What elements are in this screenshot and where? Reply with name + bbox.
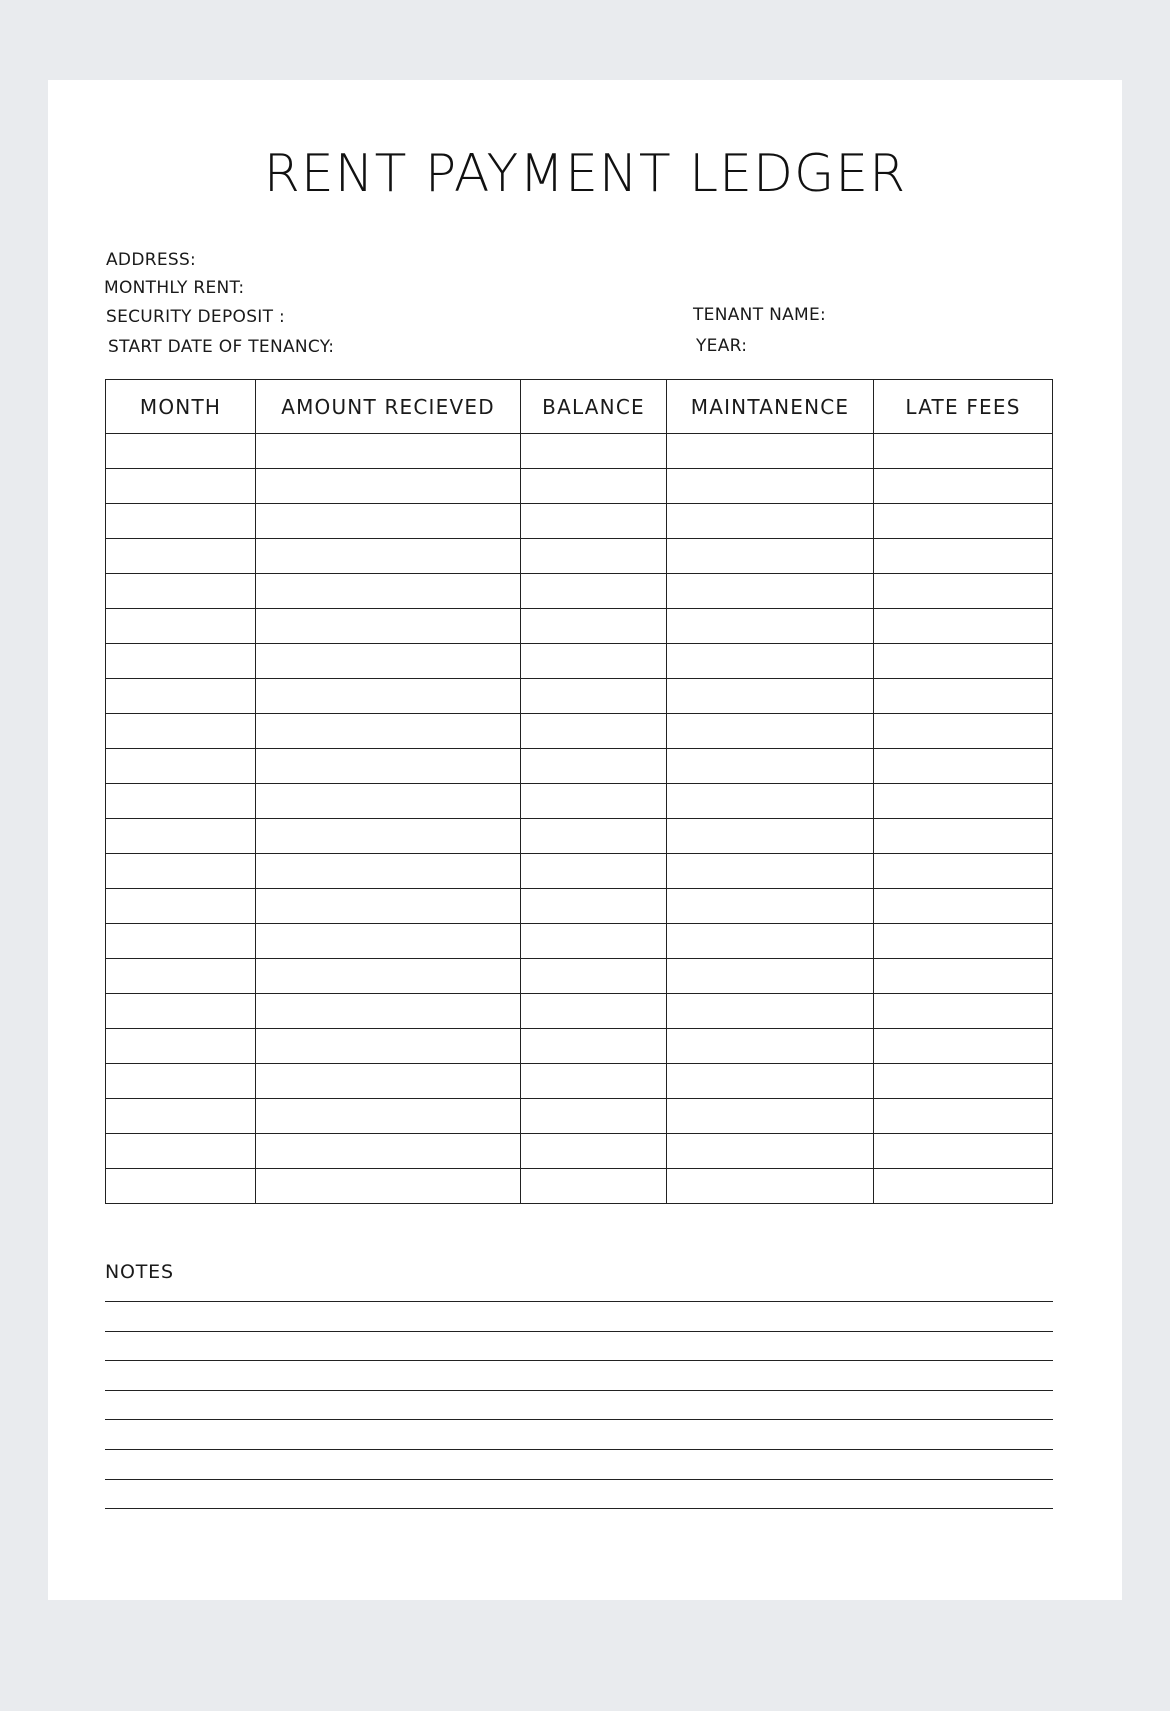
ledger-cell-amount-received[interactable] [256, 714, 521, 749]
ledger-sheet [48, 80, 1122, 1600]
ledger-cell-month[interactable] [106, 959, 256, 994]
notes-line[interactable] [105, 1419, 1053, 1420]
ledger-row [106, 714, 1053, 749]
ledger-row [106, 994, 1053, 1029]
ledger-cell-balance[interactable] [521, 1099, 667, 1134]
ledger-cell-month[interactable] [106, 924, 256, 959]
ledger-cell-month[interactable] [106, 469, 256, 504]
ledger-cell-late-fees[interactable] [874, 644, 1053, 679]
ledger-cell-balance[interactable] [521, 959, 667, 994]
column-header-month: MONTH [106, 380, 256, 434]
ledger-cell-maintenance[interactable] [667, 539, 874, 574]
ledger-cell-month[interactable] [106, 1134, 256, 1169]
ledger-cell-maintenance[interactable] [667, 1029, 874, 1064]
ledger-cell-late-fees[interactable] [874, 784, 1053, 819]
ledger-cell-maintenance[interactable] [667, 714, 874, 749]
ledger-cell-amount-received[interactable] [256, 924, 521, 959]
ledger-cell-amount-received[interactable] [256, 679, 521, 714]
ledger-cell-late-fees[interactable] [874, 959, 1053, 994]
ledger-row [106, 854, 1053, 889]
ledger-cell-maintenance[interactable] [667, 924, 874, 959]
ledger-cell-late-fees[interactable] [874, 539, 1053, 574]
ledger-cell-amount-received[interactable] [256, 959, 521, 994]
ledger-cell-late-fees[interactable] [874, 1064, 1053, 1099]
ledger-cell-late-fees[interactable] [874, 1099, 1053, 1134]
ledger-header-row [106, 380, 1053, 434]
ledger-cell-month[interactable] [106, 504, 256, 539]
ledger-cell-late-fees[interactable] [874, 714, 1053, 749]
page-title: RENT PAYMENT LEDGER [263, 144, 907, 204]
ledger-cell-late-fees[interactable] [874, 679, 1053, 714]
ledger-cell-amount-received[interactable] [256, 1064, 521, 1099]
ledger-cell-amount-received[interactable] [256, 784, 521, 819]
ledger-cell-month[interactable] [106, 819, 256, 854]
ledger-cell-month[interactable] [106, 714, 256, 749]
ledger-cell-amount-received[interactable] [256, 504, 521, 539]
ledger-cell-amount-received[interactable] [256, 994, 521, 1029]
ledger-cell-balance[interactable] [521, 504, 667, 539]
ledger-cell-late-fees[interactable] [874, 574, 1053, 609]
ledger-cell-balance[interactable] [521, 1029, 667, 1064]
ledger-cell-late-fees[interactable] [874, 1134, 1053, 1169]
notes-line[interactable] [105, 1508, 1053, 1509]
ledger-row [106, 1169, 1053, 1204]
column-header-balance: BALANCE [521, 380, 667, 434]
ledger-row [106, 819, 1053, 854]
ledger-cell-balance[interactable] [521, 1169, 667, 1204]
ledger-cell-amount-received[interactable] [256, 749, 521, 784]
notes-line[interactable] [105, 1301, 1053, 1302]
ledger-cell-amount-received[interactable] [256, 644, 521, 679]
ledger-row [106, 924, 1053, 959]
ledger-cell-maintenance[interactable] [667, 469, 874, 504]
ledger-cell-month[interactable] [106, 889, 256, 924]
ledger-cell-amount-received[interactable] [256, 539, 521, 574]
ledger-cell-maintenance[interactable] [667, 1169, 874, 1204]
notes-line[interactable] [105, 1479, 1053, 1480]
ledger-cell-amount-received[interactable] [256, 854, 521, 889]
ledger-table [105, 379, 1053, 1204]
notes-label: NOTES [105, 1261, 174, 1283]
ledger-cell-maintenance[interactable] [667, 749, 874, 784]
ledger-row [106, 1099, 1053, 1134]
ledger-cell-month[interactable] [106, 749, 256, 784]
ledger-cell-amount-received[interactable] [256, 1134, 521, 1169]
ledger-cell-amount-received[interactable] [256, 819, 521, 854]
ledger-cell-balance[interactable] [521, 924, 667, 959]
ledger-row [106, 749, 1053, 784]
ledger-cell-maintenance[interactable] [667, 574, 874, 609]
ledger-cell-maintenance[interactable] [667, 784, 874, 819]
ledger-cell-month[interactable] [106, 1029, 256, 1064]
ledger-cell-maintenance[interactable] [667, 644, 874, 679]
address-label: ADDRESS: [106, 250, 197, 270]
ledger-cell-maintenance[interactable] [667, 1134, 874, 1169]
ledger-cell-balance[interactable] [521, 784, 667, 819]
ledger-cell-balance[interactable] [521, 749, 667, 784]
start-date-label: START DATE OF TENANCY: [108, 337, 335, 357]
ledger-cell-balance[interactable] [521, 1134, 667, 1169]
ledger-row [106, 784, 1053, 819]
ledger-cell-amount-received[interactable] [256, 1029, 521, 1064]
ledger-cell-balance[interactable] [521, 469, 667, 504]
ledger-cell-amount-received[interactable] [256, 434, 521, 469]
ledger-cell-month[interactable] [106, 644, 256, 679]
column-header-late-fees: LATE FEES [874, 380, 1053, 434]
ledger-cell-balance[interactable] [521, 1064, 667, 1099]
ledger-cell-balance[interactable] [521, 434, 667, 469]
ledger-cell-month[interactable] [106, 609, 256, 644]
ledger-cell-maintenance[interactable] [667, 819, 874, 854]
ledger-cell-late-fees[interactable] [874, 1029, 1053, 1064]
ledger-cell-maintenance[interactable] [667, 959, 874, 994]
ledger-cell-late-fees[interactable] [874, 749, 1053, 784]
ledger-row [106, 434, 1053, 469]
ledger-cell-maintenance[interactable] [667, 504, 874, 539]
ledger-cell-balance[interactable] [521, 854, 667, 889]
ledger-cell-month[interactable] [106, 994, 256, 1029]
ledger-cell-late-fees[interactable] [874, 889, 1053, 924]
ledger-row [106, 469, 1053, 504]
ledger-cell-late-fees[interactable] [874, 434, 1053, 469]
tenant-name-label: TENANT NAME: [693, 305, 827, 325]
ledger-row [106, 959, 1053, 994]
ledger-cell-late-fees[interactable] [874, 469, 1053, 504]
ledger-cell-late-fees[interactable] [874, 609, 1053, 644]
ledger-cell-balance[interactable] [521, 644, 667, 679]
notes-line[interactable] [105, 1331, 1053, 1332]
year-label: YEAR: [696, 336, 748, 356]
ledger-row [106, 644, 1053, 679]
ledger-cell-month[interactable] [106, 574, 256, 609]
ledger-cell-amount-received[interactable] [256, 469, 521, 504]
ledger-cell-balance[interactable] [521, 994, 667, 1029]
column-header-maintenance: MAINTANENCE [667, 380, 874, 434]
ledger-cell-amount-received[interactable] [256, 889, 521, 924]
ledger-cell-late-fees[interactable] [874, 1169, 1053, 1204]
ledger-cell-amount-received[interactable] [256, 574, 521, 609]
ledger-cell-balance[interactable] [521, 574, 667, 609]
ledger-cell-maintenance[interactable] [667, 1099, 874, 1134]
ledger-cell-maintenance[interactable] [667, 609, 874, 644]
ledger-cell-amount-received[interactable] [256, 1099, 521, 1134]
ledger-row [106, 889, 1053, 924]
ledger-cell-late-fees[interactable] [874, 994, 1053, 1029]
notes-line[interactable] [105, 1390, 1053, 1391]
ledger-row [106, 1029, 1053, 1064]
ledger-row [106, 539, 1053, 574]
ledger-cell-maintenance[interactable] [667, 434, 874, 469]
ledger-cell-maintenance[interactable] [667, 994, 874, 1029]
ledger-cell-late-fees[interactable] [874, 924, 1053, 959]
ledger-cell-balance[interactable] [521, 714, 667, 749]
ledger-row [106, 1134, 1053, 1169]
ledger-cell-balance[interactable] [521, 679, 667, 714]
monthly-rent-label: MONTHLY RENT: [104, 278, 245, 298]
ledger-cell-amount-received[interactable] [256, 1169, 521, 1204]
ledger-cell-late-fees[interactable] [874, 819, 1053, 854]
ledger-row [106, 609, 1053, 644]
ledger-row [106, 1064, 1053, 1099]
ledger-cell-month[interactable] [106, 679, 256, 714]
ledger-row [106, 574, 1053, 609]
ledger-cell-late-fees[interactable] [874, 504, 1053, 539]
ledger-cell-balance[interactable] [521, 889, 667, 924]
column-header-amount-received: AMOUNT RECIEVED [256, 380, 521, 434]
ledger-cell-month[interactable] [106, 784, 256, 819]
ledger-cell-balance[interactable] [521, 539, 667, 574]
ledger-cell-month[interactable] [106, 539, 256, 574]
ledger-cell-maintenance[interactable] [667, 679, 874, 714]
ledger-cell-maintenance[interactable] [667, 889, 874, 924]
ledger-cell-maintenance[interactable] [667, 854, 874, 889]
notes-line[interactable] [105, 1449, 1053, 1450]
notes-line[interactable] [105, 1360, 1053, 1361]
ledger-row [106, 679, 1053, 714]
ledger-row [106, 504, 1053, 539]
ledger-cell-month[interactable] [106, 1169, 256, 1204]
security-deposit-label: SECURITY DEPOSIT : [106, 307, 286, 327]
ledger-cell-amount-received[interactable] [256, 609, 521, 644]
ledger-cell-month[interactable] [106, 854, 256, 889]
ledger-cell-month[interactable] [106, 1064, 256, 1099]
ledger-body [106, 434, 1053, 1204]
ledger-cell-month[interactable] [106, 434, 256, 469]
ledger-cell-balance[interactable] [521, 609, 667, 644]
ledger-cell-late-fees[interactable] [874, 854, 1053, 889]
ledger-cell-balance[interactable] [521, 819, 667, 854]
ledger-cell-month[interactable] [106, 1099, 256, 1134]
ledger-cell-maintenance[interactable] [667, 1064, 874, 1099]
